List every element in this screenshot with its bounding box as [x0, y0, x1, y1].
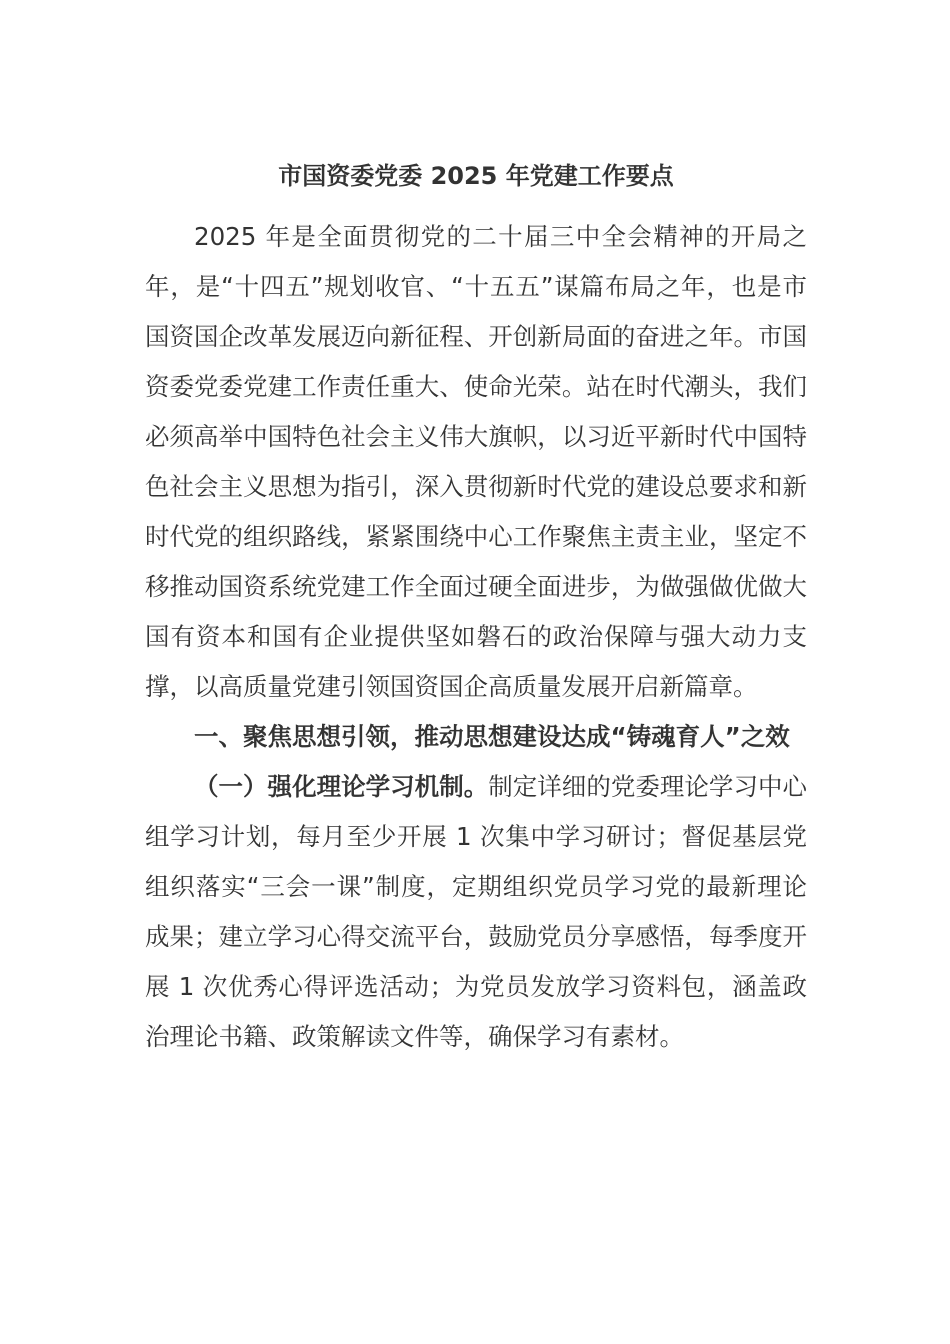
document-title: 市国资委党委 2025 年党建工作要点 — [278, 162, 674, 190]
intro-paragraph: 2025 年是全面贯彻党的二十届三中全会精神的开局之年，是“十四五”规划收官、“十五五”谋篇布局之年，也是市国资国企改革发展迈向新征程、开创新局面的奋进之年。市国资委党委党建工作责任重大、使命光荣。站在时代潮头，我们必须高举中国特色社会主义伟大旗帜，以习近平新时代中国特色社会主义思想为指引，深入贯彻新时代党的建设总要求和新时代党的组织路线，紧紧围绕中心工作聚焦主责主业，坚定不移推动国资系统党建工作全面过硬全面进步，为做强做优做大国有资本和国有企业提供坚如磐石的政治保障与强大动力支撑，以高质量党建引领国资国企高质量发展开启新篇章。 — [145, 222, 807, 701]
document-body — [145, 212, 807, 1062]
subsection-1-text: 制定详细的党委理论学习中心组学习计划，每月至少开展 1 次集中学习研讨；督促基层党组织落实“三会一课”制度，定期组织党员学习党的最新理论成果；建立学习心得交流平台，鼓励党员分享感悟，每季度开展 1 次优秀心得评选活动；为党员发放学习资料包，涵盖政治理论书籍、政策解读文件等，确保学习有素材。 — [145, 772, 807, 1051]
subsection-1-paragraph — [145, 762, 807, 1062]
subsection-1-lead: （一）强化理论学习机制。 — [194, 772, 489, 801]
section-1-heading: 一、聚焦思想引领，推动思想建设达成“铸魂育人”之效 — [194, 722, 790, 751]
